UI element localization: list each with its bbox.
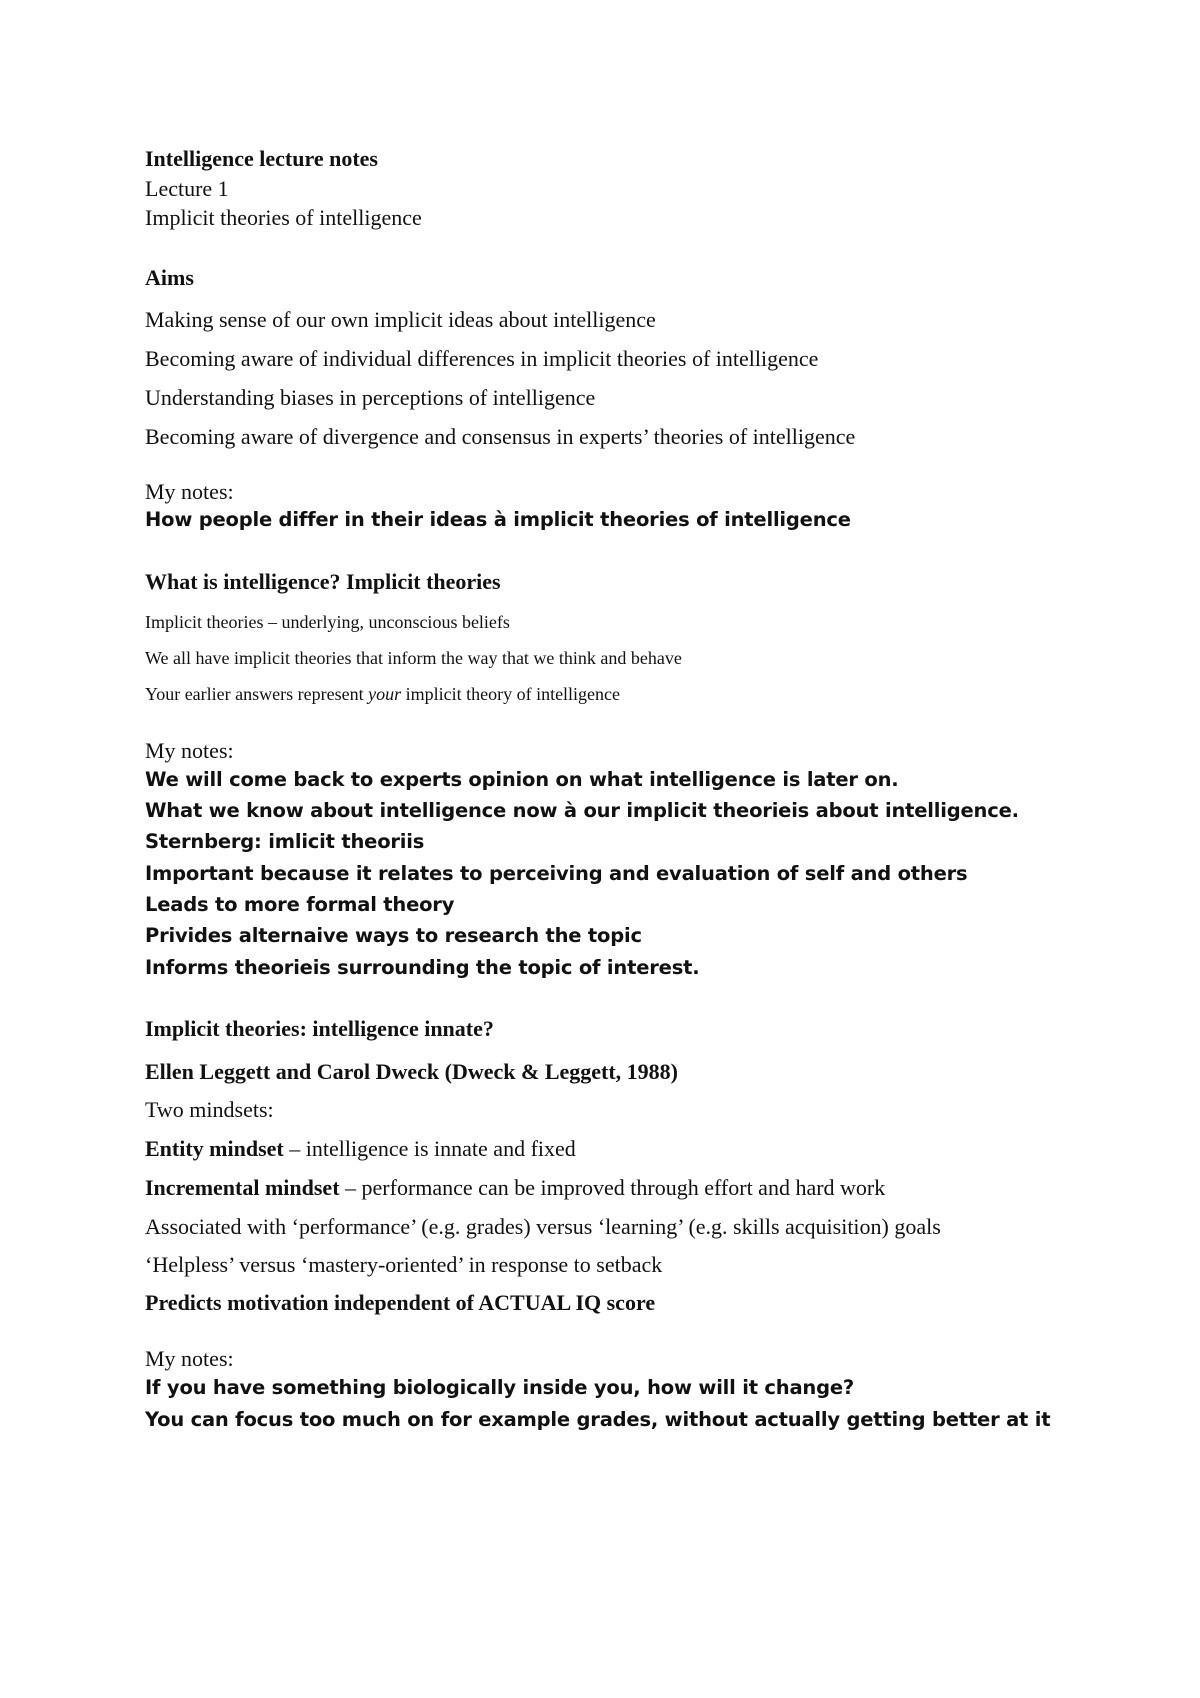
bullet-item: We all have implicit theories that inform the way that we think and behave — [145, 648, 682, 668]
document-subtitle: Implicit theories of intelligence — [145, 205, 422, 230]
bullet-item: Implicit theories – underlying, unconscious beliefs — [145, 612, 510, 632]
note-line: We will come back to experts opinion on what intelligence is later on. — [145, 768, 899, 791]
note-line: Sternberg: imlicit theoriis — [145, 830, 425, 853]
aim-item: Understanding biases in perceptions of intelligence — [145, 385, 596, 410]
text-span: implicit theory of intelligence — [401, 684, 621, 704]
document-title: Intelligence lecture notes — [145, 146, 378, 171]
note-line: You can focus too much on for example grades, without actually getting better at it — [145, 1408, 1051, 1431]
term: Entity mindset — [145, 1136, 284, 1161]
notes-label: My notes: — [145, 479, 234, 504]
body-line: Associated with ‘performance’ (e.g. grades) versus ‘learning’ (e.g. skills acquisition) goals — [145, 1214, 941, 1239]
section-heading: What is intelligence? Implicit theories — [145, 569, 501, 594]
section-heading: Implicit theories: intelligence innate? — [145, 1016, 494, 1041]
aim-item: Becoming aware of divergence and consensus in experts’ theories of intelligence — [145, 424, 856, 449]
note-line: What we know about intelligence now à our implicit theorieis about intelligence. — [145, 799, 1019, 822]
term: Incremental mindset — [145, 1175, 340, 1200]
note-line: Leads to more formal theory — [145, 893, 455, 916]
body-line: ‘Helpless’ versus ‘mastery-oriented’ in response to setback — [145, 1252, 663, 1277]
notes-label: My notes: — [145, 1346, 234, 1371]
note-line: Privides alternaive ways to research the topic — [145, 924, 642, 947]
aim-item: Making sense of our own implicit ideas about intelligence — [145, 307, 656, 332]
notes-label: My notes: — [145, 738, 234, 763]
definition: – intelligence is innate and fixed — [283, 1136, 576, 1161]
note-line: If you have something biologically inside you, how will it change? — [145, 1376, 855, 1399]
text-span: Your earlier answers represent — [145, 684, 369, 704]
incremental-mindset-line — [145, 1175, 885, 1201]
note-line: How people differ in their ideas à implicit theories of intelligence — [145, 508, 851, 531]
note-line: Important because it relates to perceiving and evaluation of self and others — [145, 862, 968, 885]
aims-heading: Aims — [145, 265, 194, 290]
authors-line: Ellen Leggett and Carol Dweck (Dweck & Leggett, 1988) — [145, 1059, 679, 1084]
definition: – performance can be improved through effort and hard work — [339, 1175, 886, 1200]
bullet-item — [145, 684, 620, 705]
emphasis-line: Predicts motivation independent of ACTUAL IQ score — [145, 1290, 656, 1315]
aim-item: Becoming aware of individual differences in implicit theories of intelligence — [145, 346, 819, 371]
note-line: Informs theorieis surrounding the topic of interest. — [145, 956, 700, 979]
entity-mindset-line — [145, 1136, 576, 1162]
emphasis-text: your — [368, 684, 402, 704]
lecture-number: Lecture 1 — [145, 176, 229, 201]
body-line: Two mindsets: — [145, 1097, 274, 1122]
